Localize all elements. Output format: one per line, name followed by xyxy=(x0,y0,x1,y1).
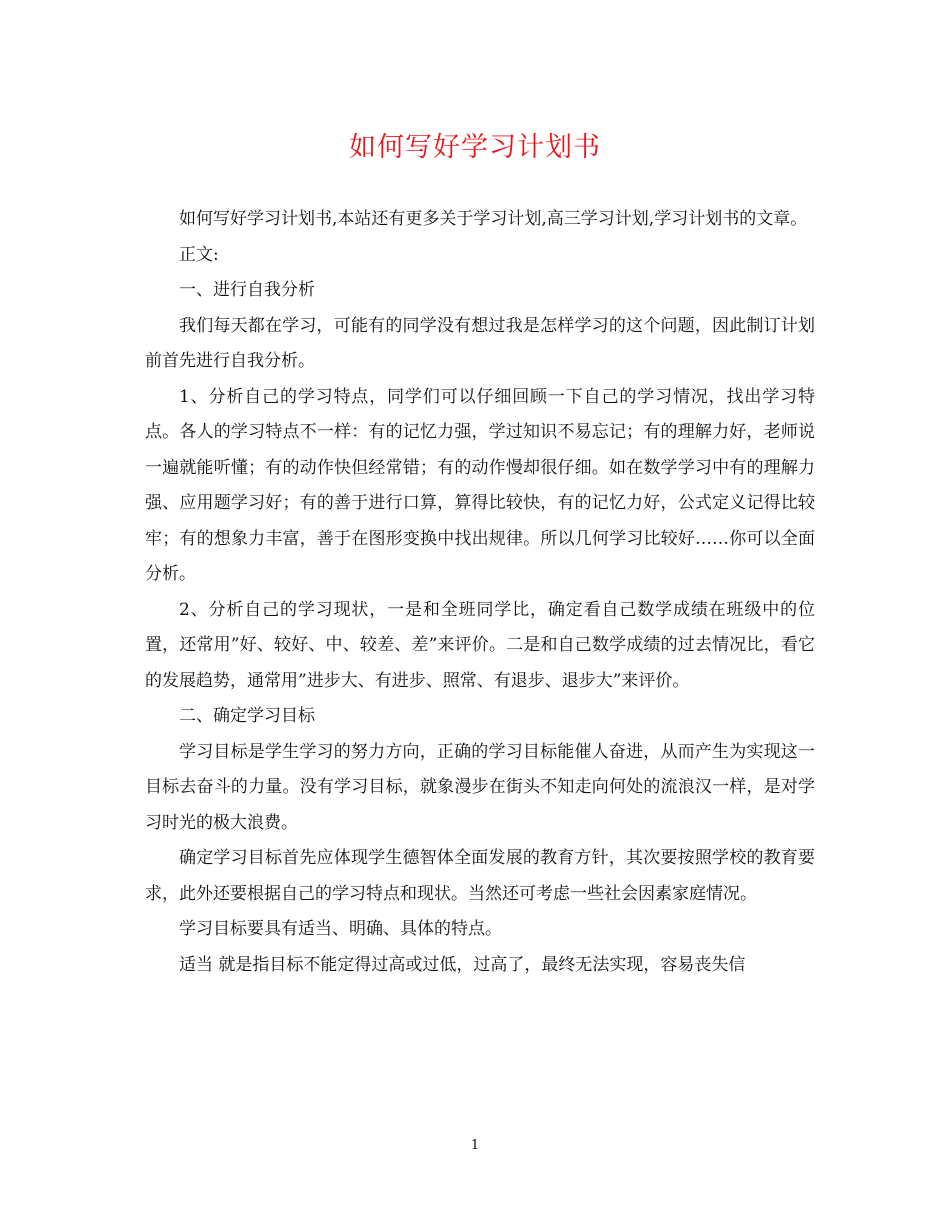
document-title: 如何写好学习计划书 xyxy=(349,132,601,163)
paragraph: 学习目标要具有适当、明确、具体的特点。 xyxy=(179,919,502,939)
paragraph: 1、分析自己的学习特点，同学们可以仔细回顾一下自己的学习情况，找出学习特点。各人的学习特点不一样：有的记忆力强，学过知识不易忘记；有的理解力好，老师说一遍就能听懂；有的动作快但经常错；有的动作慢却很仔细。如在数学学习中有的理解力强、应用题学习好；有的善于进行口算，算得比较快，有的记忆力好，公式定义记得比较牢；有的想象力丰富，善于在图形变换中找出规律。所以几何学习比较好……你可以全面分析。 xyxy=(145,386,815,584)
paragraph: 确定学习目标首先应体现学生德智体全面发展的教育方针，其次要按照学校的教育要求，此外还要根据自己的学习特点和现状。当然还可考虑一些社会因素家庭情况。 xyxy=(145,848,815,904)
paragraph: 我们每天都在学习，可能有的同学没有想过我是怎样学习的这个问题，因此制订计划前首先进行自我分析。 xyxy=(145,315,815,371)
document-body xyxy=(145,202,815,983)
paragraph-main-text-label: 正文: xyxy=(179,244,219,265)
paragraph: 适当 就是指目标不能定得过高或过低，过高了，最终无法实现，容易丧失信 xyxy=(179,954,746,975)
paragraph-intro: 如何写好学习计划书,本站还有更多关于学习计划,高三学习计划,学习计划书的文章。 xyxy=(179,209,808,229)
paragraph: 学习目标是学生学习的努力方向，正确的学习目标能催人奋进，从而产生为实现这一目标去奋斗的力量。没有学习目标，就象漫步在街头不知走向何处的流浪汉一样，是对学习时光的极大浪费。 xyxy=(145,741,815,833)
section-heading-set-goals: 二、确定学习目标 xyxy=(179,706,315,726)
page-number: 1 xyxy=(470,1138,480,1153)
section-heading-self-analysis: 一、进行自我分析 xyxy=(179,280,315,300)
paragraph: 2、分析自己的学习现状，一是和全班同学比，确定看自己数学成绩在班级中的位置，还常用”好、较好、中、较差、差”来评价。二是和自己数学成绩的过去情况比，看它的发展趋势，通常用”进步大、有进步、照常、有退步、退步大”来评价。 xyxy=(145,599,815,691)
